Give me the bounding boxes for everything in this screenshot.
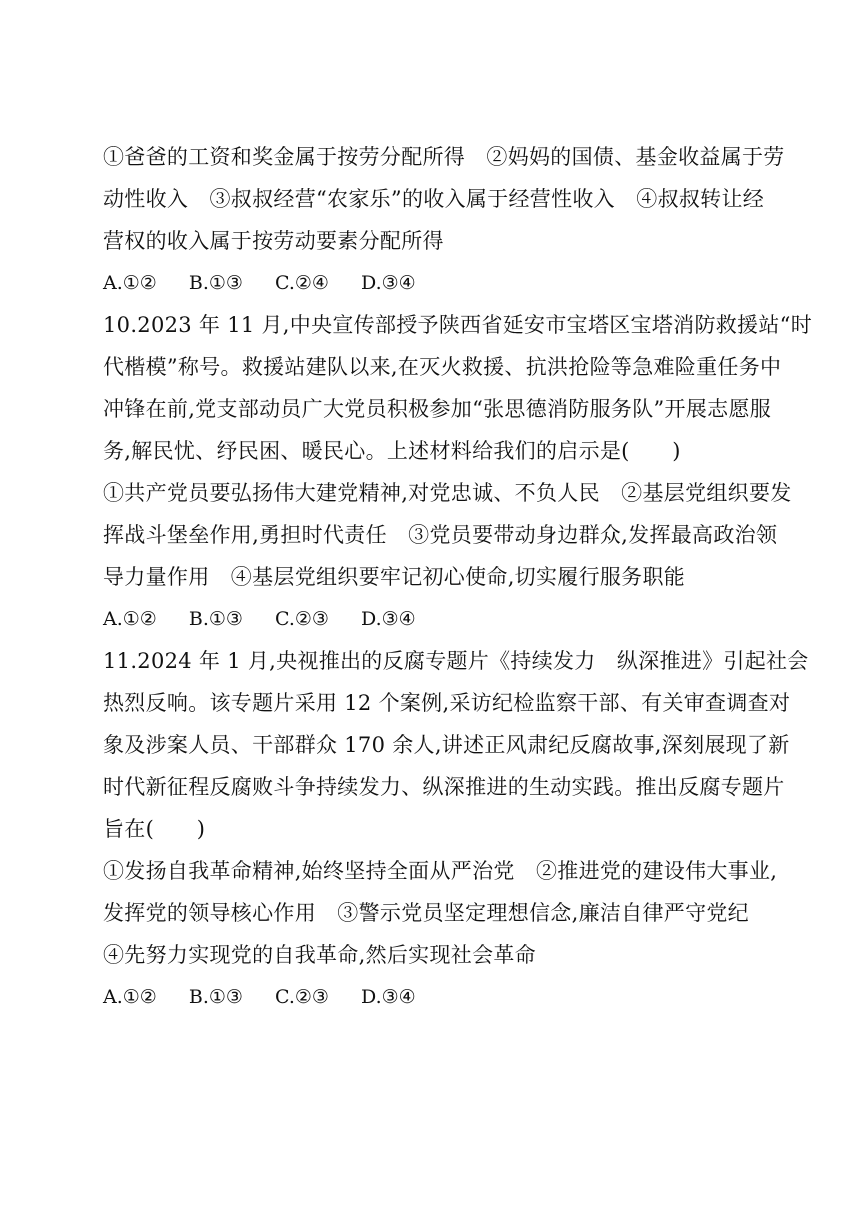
- q10-statement-line: ①共产党员要弘扬伟大建党精神,对党忠诚、不负人民 ②基层党组织要发: [103, 481, 792, 505]
- q11-stem-line: 热烈反响。该专题片采用 12 个案例,采访纪检监察干部、有关审查调查对: [103, 691, 791, 715]
- q10-stem-line: 10.2023 年 11 月,中央宣传部授予陕西省延安市宝塔区宝塔消防救援站“时: [103, 313, 812, 337]
- question-11: [103, 640, 809, 1018]
- q11-statement-line: ①发扬自我革命精神,始终坚持全面从严治党 ②推进党的建设伟大事业,: [103, 859, 778, 883]
- question-9: [103, 136, 785, 304]
- document-page: [103, 136, 812, 1018]
- q9-statement-line: 动性收入 ③叔叔经营“农家乐”的收入属于经营性收入 ④叔叔转让经: [103, 187, 765, 211]
- q9-option-d: D.③④: [361, 272, 416, 294]
- q10-options: [103, 598, 763, 640]
- q11-stem-line: 11.2024 年 1 月,央视推出的反腐专题片《持续发力 纵深推进》引起社会: [103, 649, 809, 673]
- q11-stem-line: 时代新征程反腐败斗争持续发力、纵深推进的生动实践。推出反腐专题片: [103, 775, 785, 799]
- q11-option-a: A.①②: [103, 986, 157, 1008]
- q11-stem-line: 象及涉案人员、干部群众 170 余人,讲述正风肃纪反腐故事,深刻展现了新: [103, 733, 790, 757]
- q9-option-c: C.②④: [275, 272, 329, 294]
- q10-option-d: D.③④: [361, 608, 416, 630]
- q9-option-b: B.①③: [188, 272, 243, 294]
- q11-option-c: C.②③: [275, 986, 329, 1008]
- q10-stem-line: 务,解民忧、纾民困、暖民心。上述材料给我们的启示是( ): [103, 439, 681, 463]
- q10-option-c: C.②③: [275, 608, 329, 630]
- q10-statement-line: 挥战斗堡垒作用,勇担时代责任 ③党员要带动身边群众,发挥最高政治领: [103, 523, 778, 547]
- q11-statement-line: 发挥党的领导核心作用 ③警示党员坚定理想信念,廉洁自律严守党纪: [103, 901, 749, 925]
- q10-statement-line: 导力量作用 ④基层党组织要牢记初心使命,切实履行服务职能: [103, 565, 686, 589]
- q11-options: [103, 976, 763, 1018]
- q9-statement-line: ①爸爸的工资和奖金属于按劳分配所得 ②妈妈的国债、基金收益属于劳: [103, 145, 785, 169]
- q11-option-d: D.③④: [361, 986, 416, 1008]
- q9-option-a: A.①②: [103, 272, 157, 294]
- q11-stem-line: 旨在( ): [103, 817, 206, 841]
- q10-option-b: B.①③: [188, 608, 243, 630]
- q11-statement-line: ④先努力实现党的自我革命,然后实现社会革命: [103, 943, 536, 967]
- question-10: [103, 304, 812, 640]
- q9-options: [103, 262, 763, 304]
- q10-stem-line: 冲锋在前,党支部动员广大党员积极参加“张思德消防服务队”开展志愿服: [103, 397, 772, 421]
- q11-option-b: B.①③: [188, 986, 243, 1008]
- q9-statement-line: 营权的收入属于按劳动要素分配所得: [103, 229, 444, 253]
- q10-stem-line: 代楷模”称号。救援站建队以来,在灭火救援、抗洪抢险等急难险重任务中: [103, 355, 782, 379]
- q10-option-a: A.①②: [103, 608, 157, 630]
